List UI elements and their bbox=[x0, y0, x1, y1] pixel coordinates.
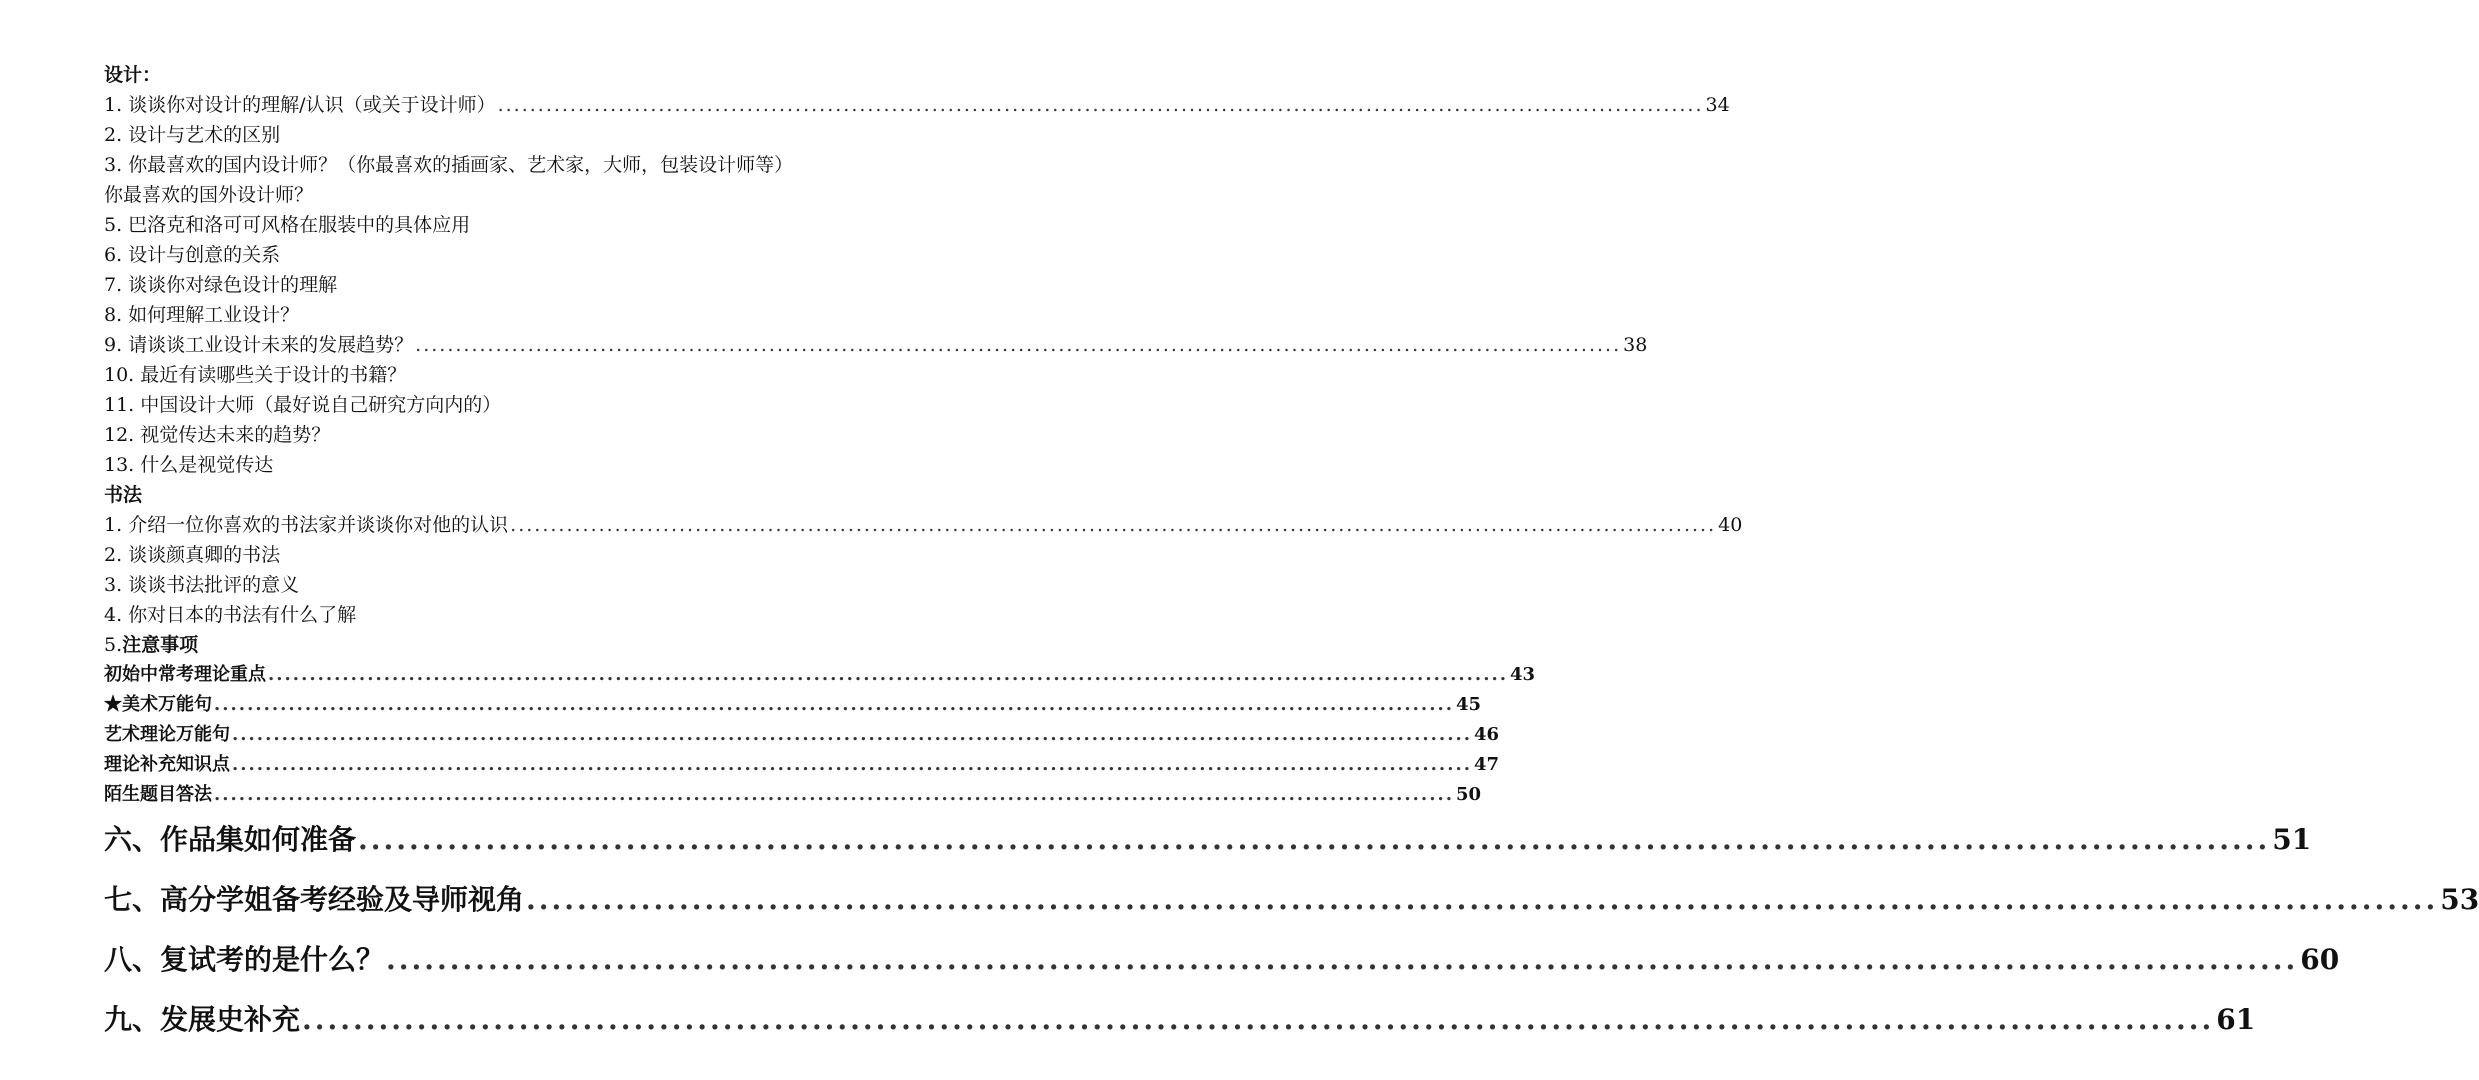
toc-entry[interactable] bbox=[104, 360, 1038, 390]
dot-leader: ...................................................................................................................................................... bbox=[302, 1003, 2215, 1036]
toc-entry[interactable] bbox=[104, 570, 1038, 600]
toc-entry-text: 注意事项 bbox=[122, 634, 199, 656]
toc-entry-text: 2. 设计与艺术的区别 bbox=[104, 124, 281, 146]
toc-entry-text: 3. 你最喜欢的国内设计师？（你最喜欢的插画家、艺术家，大师，包装设计师等） bbox=[104, 154, 794, 176]
toc-entry[interactable] bbox=[104, 330, 1648, 360]
toc-chapter-page: 51 bbox=[2272, 823, 2312, 856]
toc-entry-text: 10. 最近有读哪些关于设计的书籍？ bbox=[104, 364, 407, 386]
toc-chapter-page: 53 bbox=[2440, 883, 2479, 916]
dot-leader: ...................................................................................................................................................... bbox=[415, 334, 1622, 356]
toc-chapter-page: 60 bbox=[2300, 943, 2340, 976]
dot-leader: ...................................................................................................................................................... bbox=[497, 94, 1704, 116]
toc-entry-text: 6. 设计与创意的关系 bbox=[104, 244, 281, 266]
toc-entry-text: 你最喜欢的国外设计师？ bbox=[104, 184, 314, 206]
toc-entry-text: 1. 介绍一位你喜欢的书法家并谈谈你对他的认识 bbox=[104, 514, 509, 536]
toc-entry[interactable] bbox=[104, 180, 1038, 210]
toc-entry-text: 2. 谈谈颜真卿的书法 bbox=[104, 544, 281, 566]
toc-entry[interactable] bbox=[104, 720, 1500, 750]
toc-entry[interactable] bbox=[104, 450, 1038, 480]
toc-entry-page: 34 bbox=[1705, 94, 1730, 116]
toc-entry-text: 12. 视觉传达未来的趋势？ bbox=[104, 424, 331, 446]
toc-entry[interactable] bbox=[104, 240, 1038, 270]
toc-chapter-entry[interactable] bbox=[104, 930, 2340, 990]
toc-chapter-text: 八、复试考的是什么？ bbox=[104, 943, 385, 976]
toc-entry-page: 40 bbox=[1718, 514, 1743, 536]
toc-entry[interactable] bbox=[104, 750, 1500, 780]
toc-entry[interactable] bbox=[104, 660, 1536, 690]
dot-leader: ...................................................................................................................................................... bbox=[214, 694, 1454, 715]
toc-entry-text: 3. 谈谈书法批评的意义 bbox=[104, 574, 300, 596]
toc-entry[interactable] bbox=[104, 540, 1038, 570]
toc-entry-text: 8. 如何理解工业设计？ bbox=[104, 304, 300, 326]
toc-entry-text: 陌生题目答法 bbox=[104, 784, 212, 805]
toc-entry[interactable] bbox=[104, 390, 1038, 420]
toc-entry-page: 46 bbox=[1474, 724, 1500, 745]
section-heading-calligraphy: 书法 bbox=[104, 484, 143, 506]
toc-entry[interactable] bbox=[104, 630, 1038, 660]
toc-entry-page: 45 bbox=[1456, 694, 1482, 715]
toc-entry-number: 5. bbox=[104, 634, 123, 656]
toc-chapter-entry[interactable] bbox=[104, 870, 2479, 930]
toc-entry-text: 13. 什么是视觉传达 bbox=[104, 454, 274, 476]
toc-entry[interactable] bbox=[104, 270, 1038, 300]
table-of-contents bbox=[104, 60, 2479, 1050]
dot-leader: ...................................................................................................................................................... bbox=[526, 883, 2439, 916]
toc-entry-text: 7. 谈谈你对绿色设计的理解 bbox=[104, 274, 338, 296]
dot-leader: ...................................................................................................................................................... bbox=[386, 943, 2299, 976]
toc-entry-text: ★美术万能句 bbox=[104, 694, 212, 715]
toc-entry[interactable] bbox=[104, 420, 1038, 450]
toc-entry-page: 38 bbox=[1623, 334, 1648, 356]
dot-leader: ...................................................................................................................................................... bbox=[268, 664, 1508, 685]
dot-leader: ...................................................................................................................................................... bbox=[214, 784, 1454, 805]
toc-entry[interactable] bbox=[104, 120, 1038, 150]
toc-entry[interactable] bbox=[104, 600, 1038, 630]
toc-entry-page: 47 bbox=[1474, 754, 1500, 775]
toc-entry-text: 5. 巴洛克和洛可可风格在服装中的具体应用 bbox=[104, 214, 471, 236]
toc-chapter-entry[interactable] bbox=[104, 810, 2312, 870]
dot-leader: ...................................................................................................................................................... bbox=[232, 724, 1472, 745]
dot-leader: ...................................................................................................................................................... bbox=[510, 514, 1717, 536]
toc-chapter-text: 七、高分学姐备考经验及导师视角 bbox=[104, 883, 525, 916]
toc-entry-text: 1. 谈谈你对设计的理解/认识（或关于设计师） bbox=[104, 94, 496, 116]
toc-entry[interactable] bbox=[104, 510, 1743, 540]
dot-leader: ...................................................................................................................................................... bbox=[358, 823, 2271, 856]
toc-entry-text: 初始中常考理论重点 bbox=[104, 664, 266, 685]
toc-entry-text: 4. 你对日本的书法有什么了解 bbox=[104, 604, 357, 626]
toc-entry[interactable] bbox=[104, 150, 1038, 180]
toc-chapter-page: 61 bbox=[2216, 1003, 2256, 1036]
toc-entry[interactable] bbox=[104, 300, 1038, 330]
toc-entry[interactable] bbox=[104, 210, 1038, 240]
toc-entry[interactable] bbox=[104, 780, 1482, 810]
toc-entry-page: 50 bbox=[1456, 784, 1482, 805]
section-heading-design: 设计： bbox=[104, 64, 162, 86]
toc-chapter-text: 六、作品集如何准备 bbox=[104, 823, 357, 856]
toc-entry-text: 11. 中国设计大师（最好说自己研究方向内的） bbox=[104, 394, 502, 416]
toc-chapter-entry[interactable] bbox=[104, 990, 2256, 1050]
toc-entry-text: 9. 请谈谈工业设计未来的发展趋势？ bbox=[104, 334, 414, 356]
toc-entry-page: 43 bbox=[1510, 664, 1536, 685]
dot-leader: ...................................................................................................................................................... bbox=[232, 754, 1472, 775]
toc-entry[interactable] bbox=[104, 90, 1730, 120]
toc-entry-text: 理论补充知识点 bbox=[104, 754, 230, 775]
toc-chapter-text: 九、发展史补充 bbox=[104, 1003, 301, 1036]
toc-entry[interactable] bbox=[104, 690, 1482, 720]
toc-entry-text: 艺术理论万能句 bbox=[104, 724, 230, 745]
